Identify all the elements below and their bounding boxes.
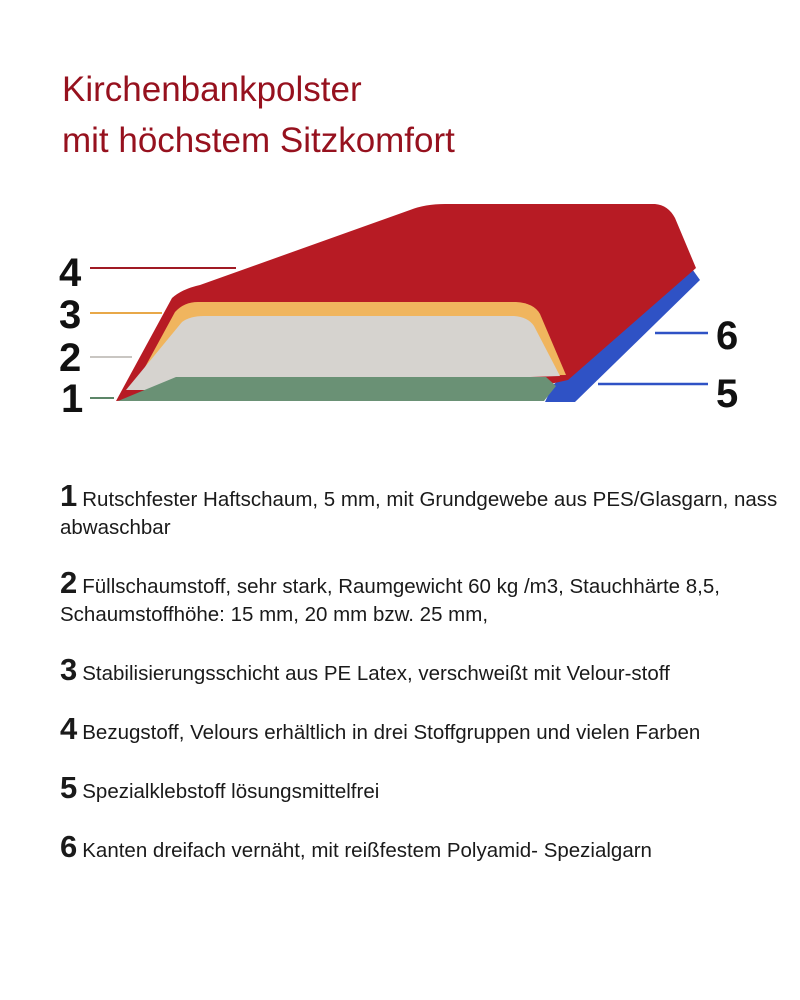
diagram-label-3: 3 — [59, 293, 82, 337]
title-line-2: mit höchstem Sitzkomfort — [62, 121, 455, 160]
legend-number: 1 — [60, 478, 78, 513]
legend-number: 6 — [60, 829, 78, 864]
diagram-label-1: 1 — [61, 377, 84, 421]
page-title — [62, 64, 455, 166]
legend-text: Kanten dreifach vernäht, mit reißfestem Polyamid- Spezialgarn — [82, 839, 652, 862]
title-line-1: Kirchenbankpolster — [62, 70, 362, 109]
diagram-label-2: 2 — [59, 336, 82, 380]
legend-text: Füllschaumstoff, sehr stark, Raumgewicht 60 kg /m3, Stauchhärte 8,5, Schaumstoffhöhe: 15 mm, 20 mm bzw. 25 mm, — [60, 575, 720, 626]
legend-item-4 — [60, 711, 780, 747]
diagram-label-5: 5 — [716, 372, 739, 416]
legend-item-3 — [60, 652, 780, 688]
legend-item-1 — [60, 478, 780, 542]
legend-text: Bezugstoff, Velours erhältlich in drei Stoffgruppen und vielen Farben — [82, 721, 701, 744]
legend-number: 4 — [60, 711, 78, 746]
diagram-label-4: 4 — [59, 251, 82, 295]
layer-base-foam — [118, 377, 556, 401]
legend-text: Rutschfester Haftschaum, 5 mm, mit Grundgewebe aus PES/Glasgarn, nass abwaschbar — [60, 488, 778, 539]
legend-number: 5 — [60, 770, 78, 805]
diagram-label-6: 6 — [716, 314, 739, 358]
legend-item-6 — [60, 829, 780, 865]
cushion-cross-section-diagram — [0, 190, 800, 430]
layer-legend — [60, 478, 780, 892]
legend-number: 2 — [60, 565, 78, 600]
legend-item-5 — [60, 770, 780, 806]
legend-text: Spezialklebstoff lösungsmittelfrei — [82, 780, 380, 803]
legend-text: Stabilisierungsschicht aus PE Latex, verschweißt mit Velour-stoff — [82, 662, 670, 685]
legend-item-2 — [60, 565, 780, 629]
legend-number: 3 — [60, 652, 78, 687]
